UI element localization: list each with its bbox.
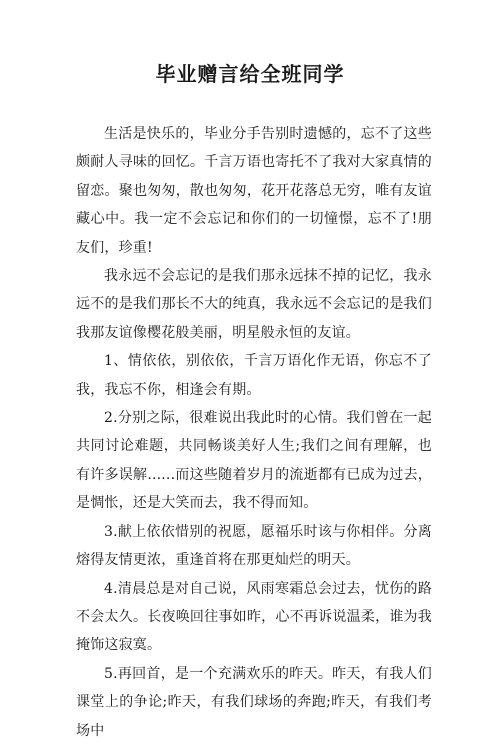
paragraph: 3.献上依依惜别的祝愿，愿福乐时该与你相伴。分离熔得友情更浓，重逢首将在那更灿烂的明天。 [76,523,432,569]
paragraph: 4.清晨总是对自己说，风雨寒霜总会过去，忧伤的路不会太久。长夜唤回往事如昨，心不再诉说温柔，谁为我掩饰这寂寞。 [76,580,432,654]
paragraph: 2.分别之际，很难说出我此时的心情。我们曾在一起共同讨论难题，共同畅谈美好人生;我们之间有理解，也有许多误解......而这些随着岁月的流逝都有已成为过去，是惆怅，还是大笑而去，我不得而知。 [76,410,432,512]
document-body [76,120,432,745]
paragraph: 1、情依依，别依依，千言万语化作无语，你忘不了我，我忘不你，相逢会有期。 [76,353,432,398]
document-title: 毕业赠言给全班同学 [155,62,345,86]
paragraph: 5.再回首，是一个充满欢乐的昨天。昨天，有我人们课堂上的争论;昨天，有我们球场的奔跑;昨天，有我们考场中 [76,665,432,739]
paragraph: 我永远不会忘记的是我们那永远抹不掉的记忆，我永远不的是我们那长不大的纯真，我永远不会忘记的是我们我那友谊像樱花般美丽，明星般永恒的友谊。 [76,268,432,341]
paragraph: 生活是快乐的，毕业分手告别时遗憾的，忘不了这些颇耐人寻味的回忆。千言万语也寄托不了我对大家真情的留恋。聚也匆匆，散也匆匆，花开花落总无穷，唯有友谊藏心中。我一定不会忘记和你们的一切憧憬，忘不了!朋友们，珍重! [76,126,432,256]
